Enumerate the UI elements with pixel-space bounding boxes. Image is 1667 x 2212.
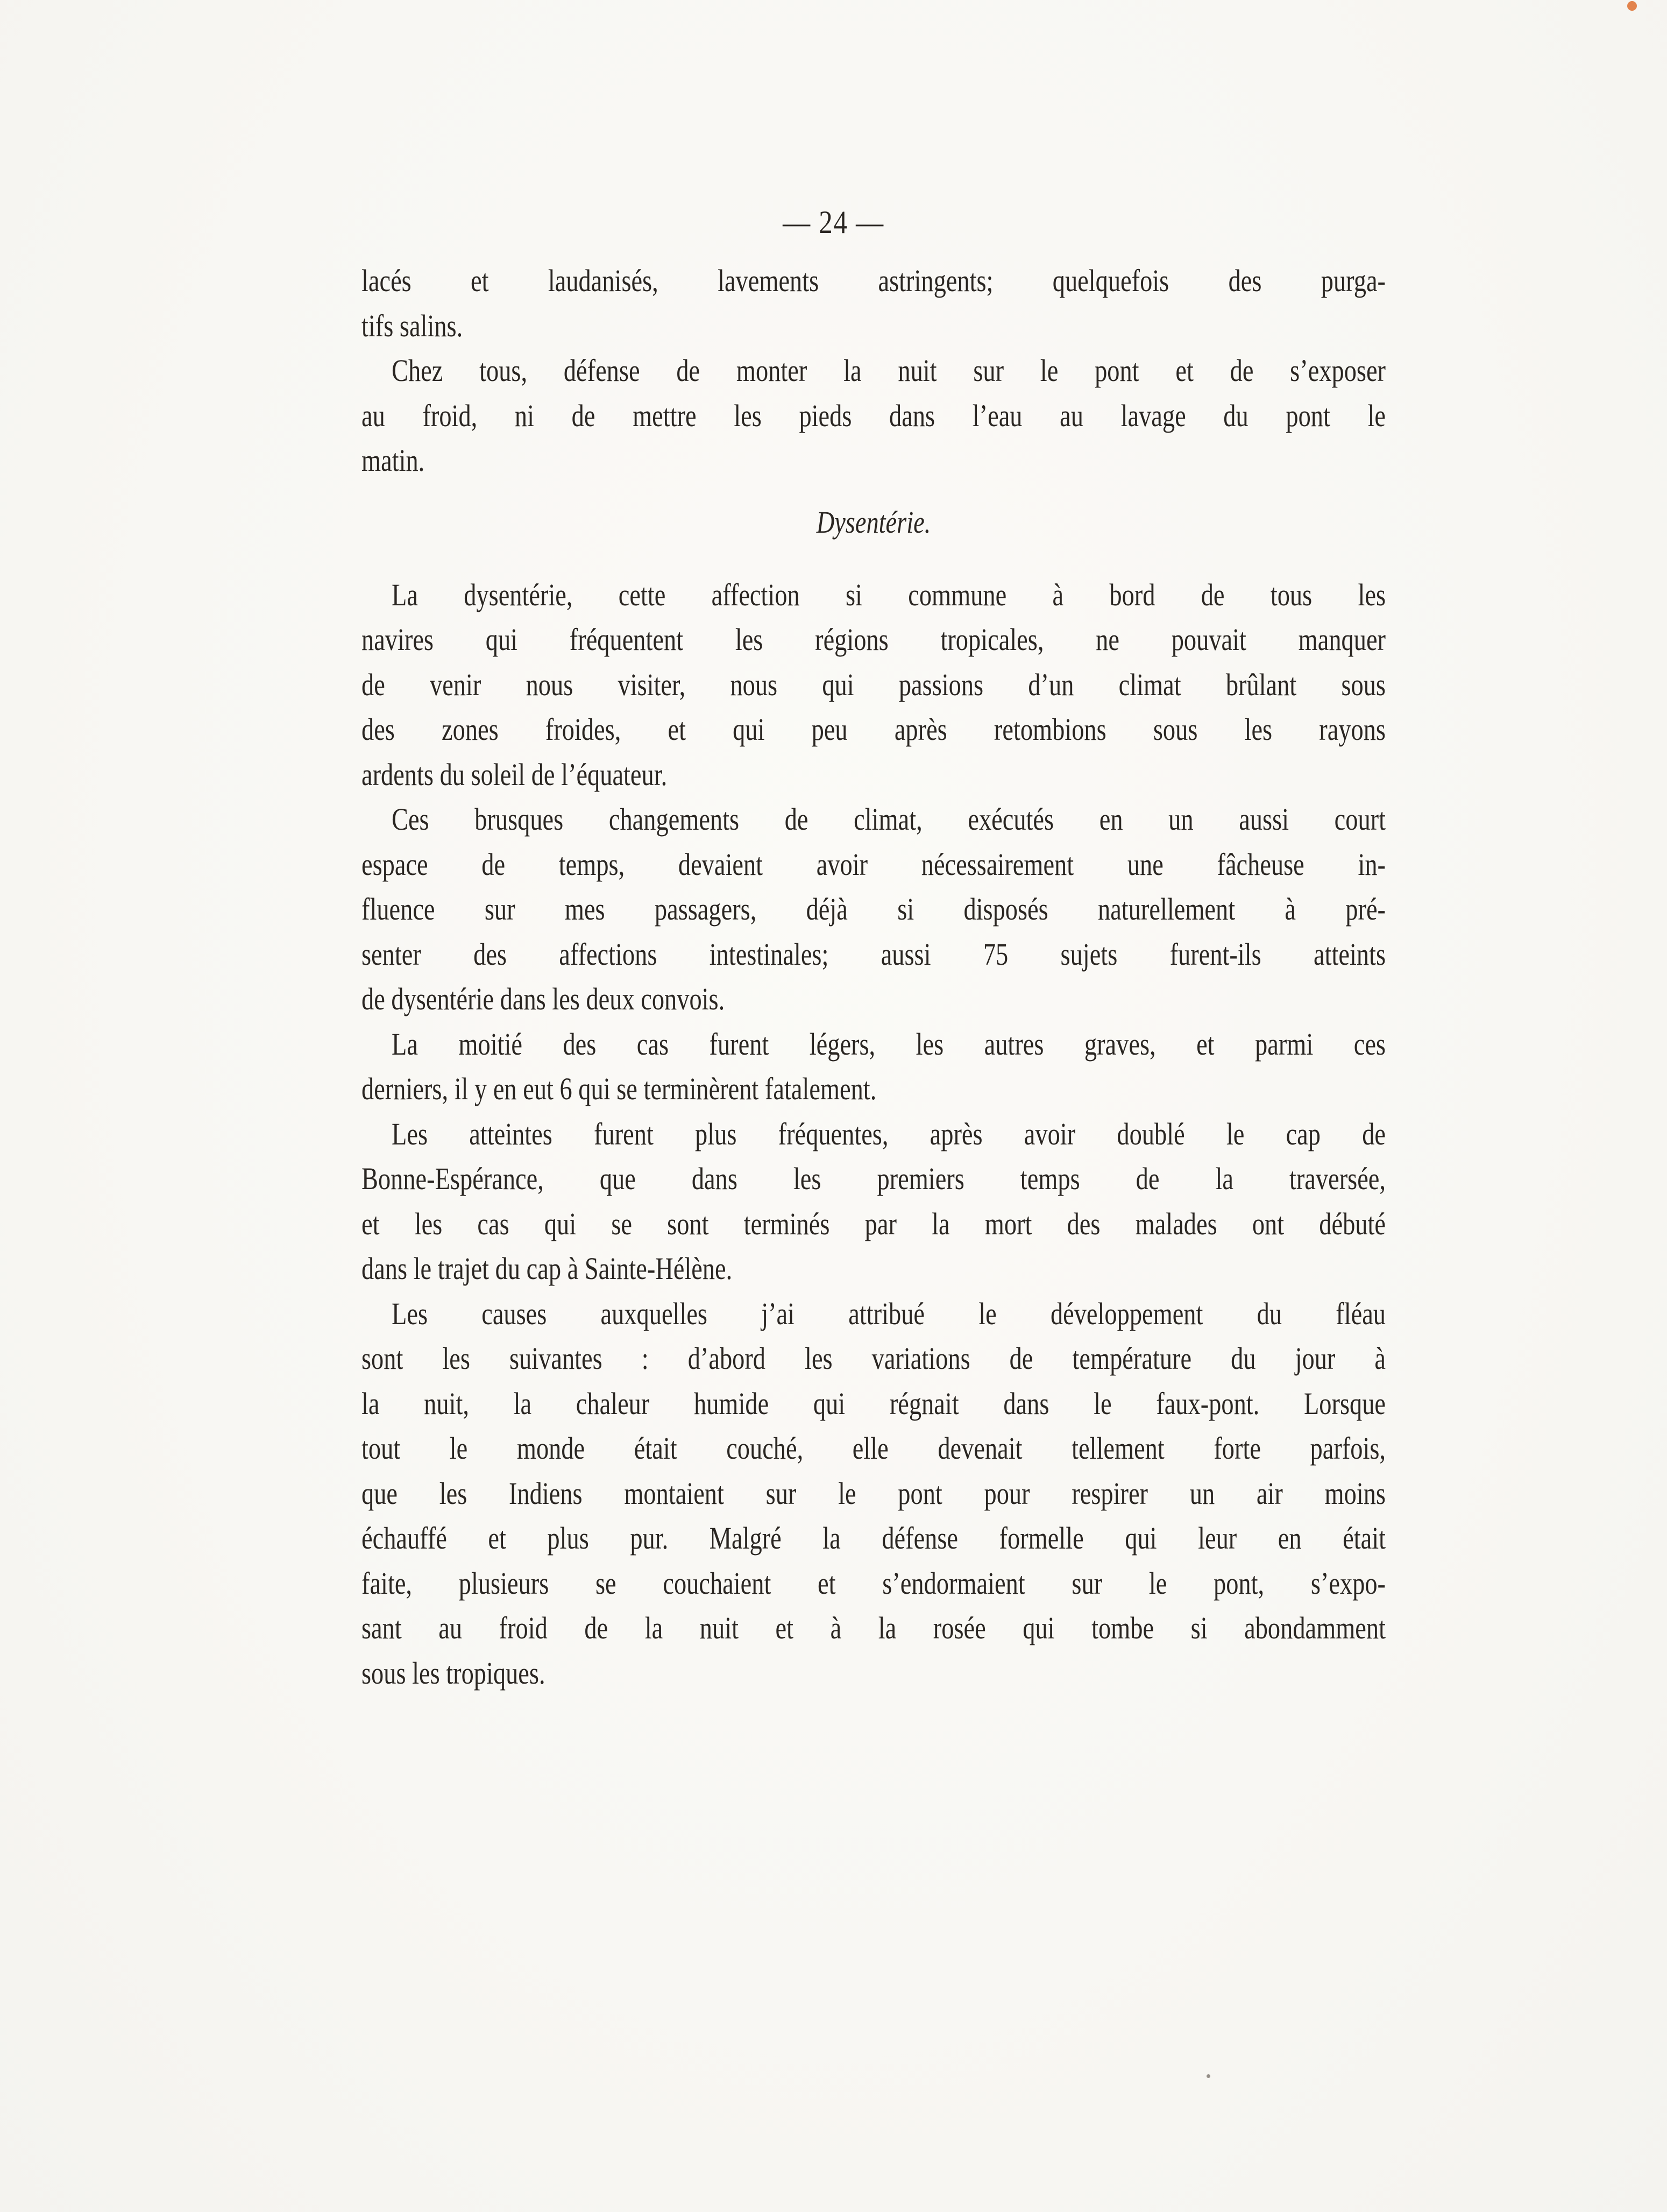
text-line: dans le trajet du cap à Sainte-Hélène. (361, 1251, 733, 1286)
paragraph-chez-tous (361, 348, 1386, 483)
text-line: tifs salins. (361, 308, 463, 343)
text-line: navires qui fréquentent les régions tropicales, ne pouvait manquer (361, 622, 1386, 657)
text-line: sont les suivantes : d’abord les variations de température du jour à (361, 1341, 1386, 1376)
text-line: de dysentérie dans les deux convois. (361, 981, 725, 1016)
text-line: espace de temps, devaient avoir nécessairement une fâcheuse in- (361, 846, 1386, 882)
text-line: Les atteintes furent plus fréquentes, après avoir doublé le cap de (392, 1116, 1386, 1151)
ink-speck (1207, 2074, 1210, 2078)
text-line: ardents du soleil de l’équateur. (361, 757, 668, 792)
text-line: tout le monde était couché, elle devenait tellement forte parfois, (361, 1431, 1386, 1466)
section-heading: Dysentérie. (816, 504, 931, 540)
continuation-paragraph (361, 258, 1386, 348)
text-line: au froid, ni de mettre les pieds dans l’eau au lavage du pont le (361, 398, 1386, 433)
text-line: que les Indiens montaient sur le pont pour respirer un air moins (361, 1475, 1386, 1511)
text-line: sous les tropiques. (361, 1655, 545, 1691)
page-number: — 24 — (783, 204, 884, 240)
text-line: matin. (361, 443, 425, 478)
text-line: derniers, il y en eut 6 qui se terminèrent fatalement. (361, 1071, 877, 1106)
text-line: et les cas qui se sont terminés par la mort des malades ont débuté (361, 1206, 1386, 1241)
text-line: lacés et laudanisés, lavements astringents; quelquefois des purga- (361, 263, 1386, 298)
paragraph (361, 1291, 1386, 1696)
text-line: faite, plusieurs se couchaient et s’endormaient sur le pont, s’expo- (361, 1565, 1386, 1601)
paragraph (361, 1112, 1386, 1291)
text-line: sant au froid de la nuit et à la rosée qui tombe si abondamment (361, 1610, 1386, 1645)
paragraph (361, 797, 1386, 1022)
text-line: des zones froides, et qui peu après retombions sous les rayons (361, 712, 1386, 747)
text-line: La dysentérie, cette affection si commune à bord de tous les (392, 577, 1386, 612)
text-line: Ces brusques changements de climat, exécutés en un aussi court (392, 802, 1386, 837)
text-line: Les causes auxquelles j’ai attribué le développement du fléau (392, 1296, 1386, 1331)
text-line: Chez tous, défense de monter la nuit sur le pont et de s’exposer (392, 353, 1386, 388)
text-line: senter des affections intestinales; aussi 75 sujets furent-ils atteints (361, 936, 1386, 972)
text-line: la nuit, la chaleur humide qui régnait dans le faux-pont. Lorsque (361, 1386, 1386, 1421)
text-block (361, 258, 1386, 1695)
text-line: de venir nous visiter, nous qui passions d’un climat brûlant sous (361, 667, 1386, 702)
paragraph (361, 1022, 1386, 1112)
text-line: Bonne-Espérance, que dans les premiers temps de la traversée, (361, 1161, 1386, 1196)
paragraph (361, 573, 1386, 797)
text-line: La moitié des cas furent légers, les autres graves, et parmi ces (392, 1026, 1386, 1062)
text-line: fluence sur mes passagers, déjà si disposés naturellement à pré- (361, 892, 1386, 927)
text-line: échauffé et plus pur. Malgré la défense formelle qui leur en était (361, 1521, 1386, 1556)
corner-ink-mark (1627, 1, 1637, 11)
